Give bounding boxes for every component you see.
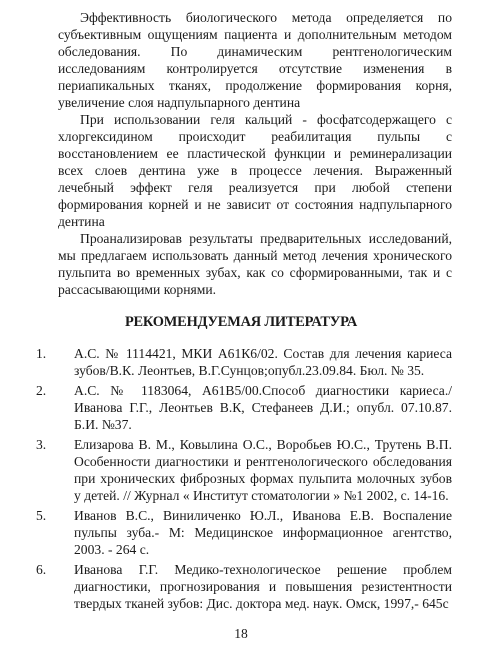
reference-number: 6.	[36, 562, 47, 577]
page-number: 18	[234, 626, 248, 641]
reference-text: Елизарова В. М., Ковылина О.С., Воробьев Ю.С., Трутень В.П. Особенности диагностики и рентгенологического обследования при хронических фиброзных формах пульпита молочных зубов у детей. // Журнал « Институт стоматологии » №1 2002, с. 14-16.	[74, 437, 452, 503]
reference-number: 2.	[36, 383, 47, 398]
reference-item	[32, 507, 452, 558]
paragraph: При использовании геля кальций - фосфатсодержащего с хлоргексидином происходит реабилитация пульпы с восстановлением ее пластической функции и реминерализации всех слоев дентина уже в процессе лечения. Выраженный лечебный эффект геля реализуется при любой степени формирования корней и не зависит от состояния надпульпарного дентина	[58, 112, 452, 229]
reference-number: 5.	[36, 508, 47, 523]
paragraph: Проанализировав результаты предварительных исследований, мы предлагаем использовать данный метод лечения хронического пульпита во временных зубах, как со сформированными, так и с рассасывающими корнями.	[58, 231, 452, 297]
reference-number: 3.	[36, 437, 47, 452]
body-text	[58, 9, 452, 298]
reference-list	[32, 345, 452, 615]
reference-number: 1.	[36, 346, 47, 361]
reference-text: Иванова Г.Г. Медико-технологическое решение проблем диагностики, прогнозирования и повышения резистентности твердых тканей зубов: Дис. доктора мед. наук. Омск, 1997,- 645с	[74, 562, 452, 611]
reference-item	[32, 436, 452, 504]
paragraph: Эффективность биологического метода определяется по субъективным ощущениям пациента и дополнительным методом обследования. По динамическим рентгенологическим исследованиям контролируется отсутствие изменения в периапикальных тканях, продолжение формирования корня, увеличение слоя надпульпарного дентина	[58, 10, 452, 110]
reference-text: А.С. № 1114421, МКИ А61К6/02. Состав для лечения кариеса зубов/В.К. Леонтьев, В.Г.Сунцов;опубл.23.09.84. Бюл. № 35.	[74, 346, 452, 378]
reference-text: А.С. № 1183064, А61В5/00.Способ диагностики кариеса./ Иванова Г.Г., Леонтьев В.К, Стефанеев Д.И.; опубл. 07.10.87. Б.И. №37.	[74, 383, 452, 432]
reference-text: Иванов В.С., Виниличенко Ю.Л., Иванова Е.В. Воспаление пульпы зуба.- М: Медицинское информационное агентство, 2003. - 264 с.	[74, 508, 452, 557]
reference-item	[32, 382, 452, 433]
section-heading: РЕКОМЕНДУЕМАЯ ЛИТЕРАТУРА	[124, 314, 358, 330]
reference-item	[32, 345, 452, 379]
reference-item	[32, 561, 452, 612]
